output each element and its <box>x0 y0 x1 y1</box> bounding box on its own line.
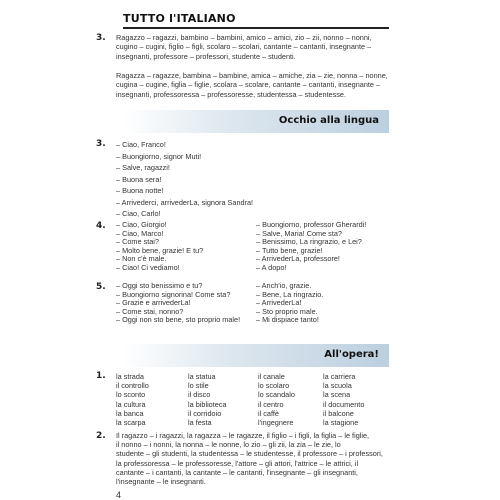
text-line: il nonno – i nonni, la nonna – le nonne, lo zio – gli zii, la zia – le zie, lo <box>116 440 341 450</box>
exercise-number: 1. <box>96 371 106 381</box>
word-item: la biblioteca <box>188 399 227 409</box>
dialogue-line: – Ciao! Ci vediamo! <box>116 262 180 272</box>
word-item: l'ingegnere <box>258 417 294 427</box>
dialogue-line: – Sto proprio male. <box>256 306 318 316</box>
word-column-4 <box>323 372 364 427</box>
paragraph-feminine-plurals: Ragazza – ragazze, bambina – bambine, amica – amiche, zia – zie, nonna – nonne, cugina – cugine, figlia – figlie, scolara – scolare, cantante – cantanti, insegnante – insegnanti, professoressa – professoresse, studentessa – studentesse. <box>116 71 388 99</box>
dialogue-line: – Molto bene, grazie! E tu? <box>116 245 204 255</box>
section-banner-allopera <box>123 344 389 367</box>
exercise-4-left <box>116 221 203 273</box>
dialogue-line: – Non c'è male. <box>116 254 167 264</box>
word-item: la scuola <box>323 381 352 391</box>
page-number: 4 <box>116 490 122 500</box>
word-item: la stagione <box>323 417 359 427</box>
dialogue-line: – Grazie e arrivederLa! <box>116 298 191 308</box>
dialogue-line: – Oggi non sto bene, sto proprio male! <box>116 315 241 325</box>
dialogue-line: – Ciao, Franco! <box>116 140 166 149</box>
banner-title: Occhio alla lingua <box>278 115 379 126</box>
running-header <box>123 13 389 29</box>
exercise-4-right <box>256 221 366 273</box>
dialogue-line: – Buongiorno, professor Gherardi! <box>256 220 367 229</box>
word-item: il caffè <box>258 408 279 418</box>
dialogue-line: – Bene, La ringrazio. <box>256 289 324 299</box>
exercise-number: 4. <box>96 221 106 231</box>
exercise-number: 2. <box>96 431 106 441</box>
banner-title: All'opera! <box>324 349 379 360</box>
dialogue-line: – Salve, ragazzi! <box>116 163 170 172</box>
dialogue-line: – Buona sera! <box>116 174 162 184</box>
word-item: il centro <box>258 399 284 409</box>
dialogue-line: – ArrivederLa, professore! <box>256 254 340 264</box>
word-item: lo scolaro <box>258 381 290 391</box>
exercise-2-paragraph <box>116 431 383 486</box>
text-line: studente – gli studenti, la studentessa – le studentesse, il professore – i professori, <box>116 449 383 459</box>
dialogue-line: – Buona notte! <box>116 186 164 195</box>
text-line: Il ragazzo – i ragazzi, la ragazza – le ragazze, il figlio – i figli, la figlia – le figlie, <box>116 431 370 440</box>
dialogue-line: – Buongiorno, signor Muti! <box>116 151 202 161</box>
dialogue-line: – Oggi sto benissimo e tu? <box>116 281 203 290</box>
word-item: il controllo <box>116 381 149 391</box>
exercise-5-left <box>116 282 240 325</box>
word-item: il canale <box>258 372 285 381</box>
word-item: lo scandalo <box>258 390 295 400</box>
dialogue-line: – A dopo! <box>256 262 287 272</box>
word-item: la carriera <box>323 372 356 381</box>
word-item: lo sconto <box>116 390 146 400</box>
dialogue-line: – Benissimo, La ringrazio, e Lei? <box>256 237 362 247</box>
dialogue-line: – Come stai? <box>116 237 159 247</box>
word-item: lo stile <box>188 381 209 391</box>
section-number: 3. <box>96 33 106 43</box>
word-item: il documento <box>323 399 365 409</box>
word-item: la banca <box>116 408 144 418</box>
word-item: la festa <box>188 417 212 427</box>
word-item: il balcone <box>323 408 354 418</box>
dialogue-line: – Ciao, Carlo! <box>116 209 161 218</box>
dialogue-line: – Mi dispiace tanto! <box>256 315 319 325</box>
word-item: il disco <box>188 390 211 400</box>
word-column-2 <box>188 372 227 427</box>
dialogue-line: – Buongiorno signorina! Come sta? <box>116 289 231 299</box>
word-column-3 <box>258 372 295 427</box>
text-line: l'insegnante – le insegnanti. <box>116 476 206 486</box>
word-item: la scarpa <box>116 417 146 427</box>
header-title: TUTTO l'ITALIANO <box>123 12 236 25</box>
word-item: la statua <box>188 372 216 381</box>
paragraph-masculine-plurals: Ragazzo – ragazzi, bambino – bambini, amico – amici, zio – zii, nonno – nonni, cugino – cugini, figlio – figli, scolaro – scolari, cantante – cantanti, insegnante – insegnanti, professore – professori, studente – studenti. <box>116 33 372 61</box>
word-item: la cultura <box>116 399 146 409</box>
dialogue-line: – ArrivederLa! <box>256 298 302 308</box>
word-item: la scena <box>323 390 351 400</box>
word-column-1 <box>116 372 149 427</box>
exercise-number: 3. <box>96 139 106 149</box>
dialogue-line: – Salve, Maria! Come sta? <box>256 228 342 238</box>
exercise-5-right <box>256 282 323 325</box>
dialogue-line: – Come stai, nonno? <box>116 306 184 316</box>
dialogue-line: – Tutto bene, grazie! <box>256 245 323 255</box>
section-banner-occhio <box>123 110 389 133</box>
word-item: la strada <box>116 372 144 381</box>
exercise-number: 5. <box>96 282 106 292</box>
text-line: la professoressa – le professoresse, l'attore – gli attori, l'attrice – le attrici, il <box>116 458 359 468</box>
dialogue-line: – Anch'io, grazie. <box>256 281 312 290</box>
dialogue-line: – Ciao, Marco! <box>116 228 164 238</box>
dialogue-line: – Ciao, Giorgio! <box>116 220 167 229</box>
exercise-3-lines <box>116 139 253 220</box>
dialogue-line: – Arrivederci, arrivederLa, signora Sandra! <box>116 197 254 207</box>
word-item: il corridoio <box>188 408 222 418</box>
text-line: cantante – i cantanti, la cantante – le cantanti, l'insegnante – gli insegnanti, <box>116 467 358 477</box>
